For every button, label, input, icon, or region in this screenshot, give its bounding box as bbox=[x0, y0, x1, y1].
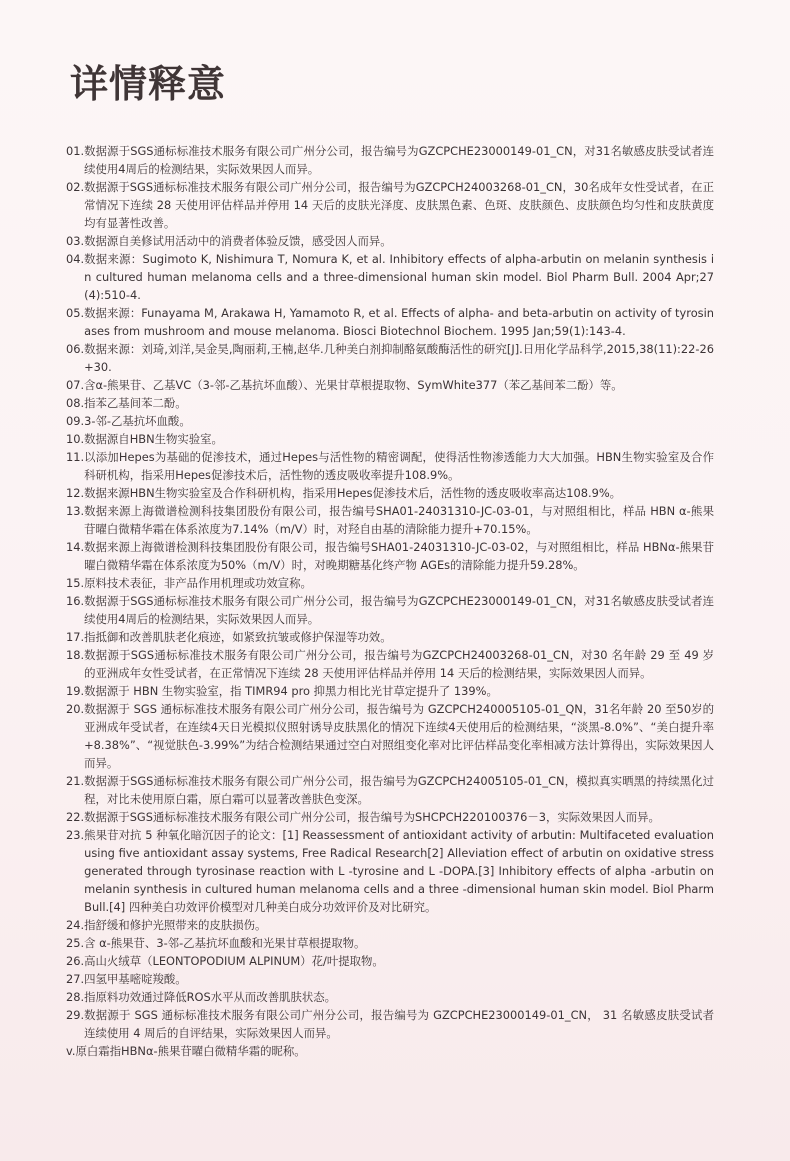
footnote-item bbox=[66, 916, 714, 934]
footnote-text: 指苯乙基间苯二酚。 bbox=[84, 396, 187, 410]
footnote-number: 21. bbox=[66, 774, 85, 788]
footnote-text: 3-邻-乙基抗坏血酸。 bbox=[84, 414, 191, 428]
footnote-text: 数据来源：Sugimoto K, Nishimura T, Nomura K, et al. Inhibitory effects of alpha-arbutin on melanin synthesis in cultured human melanoma cells and a three-dimensional human skin model. Biol Pharm Bull. 2004 Apr;27(4):510-4. bbox=[84, 252, 714, 302]
footnote-item bbox=[66, 970, 714, 988]
footnote-text: 高山火绒草（LEONTOPODIUM ALPINUM）花/叶提取物。 bbox=[84, 954, 384, 968]
footnote-text: 数据源于SGS通标标准技术服务有限公司广州分公司，报告编号为SHCPCH220100376－3，实际效果因人而异。 bbox=[84, 810, 660, 824]
footnote-number: 19. bbox=[66, 684, 85, 698]
footnote-number: v. bbox=[66, 1044, 76, 1058]
footnote-item bbox=[66, 376, 714, 394]
footnote-text: 指原料功效通过降低ROS水平从而改善肌肤状态。 bbox=[84, 990, 337, 1004]
footnote-item bbox=[66, 1042, 714, 1060]
footnote-item bbox=[66, 502, 714, 538]
footnote-item bbox=[66, 538, 714, 574]
footnote-text: 数据来源上海微谱检测科技集团股份有限公司，报告编号SHA01-24031310-JC-03-01，与对照组相比，样品 HBN α-熊果苷曜白微精华霜在体系浓度为7.14%（m/V）时，对羟自由基的清除能力提升+70.15%。 bbox=[84, 504, 714, 536]
footnote-number: 16. bbox=[66, 594, 85, 608]
footnote-item bbox=[66, 700, 714, 772]
footnote-text: 数据源于SGS通标标准技术服务有限公司广州分公司，报告编号为GZCPCH24005105-01_CN，模拟真实晒黑的持续黑化过程，对比未使用原白霜，原白霜可以显著改善肤色变深。 bbox=[84, 774, 714, 806]
footnote-number: 02. bbox=[66, 180, 85, 194]
footnote-text: 数据来源上海微谱检测科技集团股份有限公司，报告编号SHA01-24031310-JC-03-02，与对照组相比，样品 HBNα-熊果苷曜白微精华霜在体系浓度为50%（m/V）时，对晚期糖基化终产物 AGEs的清除能力提升59.28%。 bbox=[84, 540, 714, 572]
footnote-text: 数据源于SGS通标标准技术服务有限公司广州分公司，报告编号为GZCPCH24003268-01_CN，对30 名年龄 29 至 49 岁的亚洲成年女性受试者，在正常情况下连续 28 天使用评估样品并停用 14 天后的检测结果，实际效果因人而异。 bbox=[84, 648, 714, 680]
footnote-number: 24. bbox=[66, 918, 85, 932]
footnote-number: 27. bbox=[66, 972, 85, 986]
footnote-text: 含α-熊果苷、乙基VC（3-邻-乙基抗坏血酸）、光果甘草根提取物、SymWhite377（苯乙基间苯二酚）等。 bbox=[84, 378, 623, 392]
footnote-item bbox=[66, 988, 714, 1006]
footnote-text: 数据源于 HBN 生物实验室，指 TIMR94 pro 抑黑力相比光甘草定提升了 139%。 bbox=[84, 684, 498, 698]
footnote-list bbox=[66, 142, 714, 1060]
footnote-item bbox=[66, 808, 714, 826]
footnote-number: 10. bbox=[66, 432, 85, 446]
footnote-number: 11. bbox=[66, 450, 85, 464]
footnote-item bbox=[66, 340, 714, 376]
footnote-item bbox=[66, 484, 714, 502]
footnote-number: 08. bbox=[66, 396, 85, 410]
footnote-text: 数据源于SGS通标标准技术服务有限公司广州分公司，报告编号为GZCPCH24003268-01_CN，30名成年女性受试者，在正常情况下连续 28 天使用评估样品并停用 14 天后的皮肤光泽度、皮肤黑色素、色斑、皮肤颜色、皮肤颜色均匀性和皮肤黄度均有显著性改善。 bbox=[84, 180, 714, 230]
footnote-item bbox=[66, 934, 714, 952]
footnote-number: 05. bbox=[66, 306, 85, 320]
footnote-item bbox=[66, 772, 714, 808]
footnote-text: 数据来源：Funayama M, Arakawa H, Yamamoto R, et al. Effects of alpha- and beta-arbutin on activity of tyrosinases from mushroom and mouse melanoma. Biosci Biotechnol Biochem. 1995 Jan;59(1):143-4. bbox=[84, 306, 714, 338]
footnote-item bbox=[66, 826, 714, 916]
footnote-text: 指舒缓和修护光照带来的皮肤损伤。 bbox=[84, 918, 267, 932]
footnote-text: 指抵御和改善肌肤老化痕迹，如紧致抗皱或修护保湿等功效。 bbox=[84, 630, 392, 644]
footnote-item bbox=[66, 1006, 714, 1042]
footnote-number: 20. bbox=[66, 702, 85, 716]
footnote-number: 07. bbox=[66, 378, 85, 392]
footnote-text: 四氢甲基嘧啶羧酸。 bbox=[84, 972, 187, 986]
footnote-number: 12. bbox=[66, 486, 85, 500]
footnote-text: 数据源自美修试用活动中的消费者体验反馈，感受因人而异。 bbox=[84, 234, 392, 248]
footnote-item bbox=[66, 232, 714, 250]
footnote-item bbox=[66, 574, 714, 592]
footnote-text: 数据源于SGS通标标准技术服务有限公司广州分公司，报告编号为GZCPCHE23000149-01_CN，对31名敏感皮肤受试者连续使用4周后的检测结果，实际效果因人而异。 bbox=[84, 594, 714, 626]
footnote-number: 13. bbox=[66, 504, 85, 518]
footnote-number: 28. bbox=[66, 990, 85, 1004]
footnote-text: 数据源于 SGS 通标标准技术服务有限公司广州分公司，报告编号为 GZCPCHE23000149-01_CN， 31 名敏感皮肤受试者连续使用 4 周后的自评结果，实际效果因人而异。 bbox=[84, 1008, 714, 1040]
footnote-text: 原白霜指HBNα-熊果苷曜白微精华霜的昵称。 bbox=[75, 1044, 306, 1058]
footnote-text: 数据源自HBN生物实验室。 bbox=[84, 432, 223, 446]
footnote-number: 03. bbox=[66, 234, 85, 248]
footnote-item bbox=[66, 628, 714, 646]
footnote-item bbox=[66, 142, 714, 178]
footnote-item bbox=[66, 682, 714, 700]
footnote-number: 25. bbox=[66, 936, 85, 950]
footnote-item bbox=[66, 394, 714, 412]
footnote-number: 17. bbox=[66, 630, 85, 644]
footnote-text: 数据源于SGS通标标准技术服务有限公司广州分公司，报告编号为GZCPCHE23000149-01_CN，对31名敏感皮肤受试者连续使用4周后的检测结果，实际效果因人而异。 bbox=[84, 144, 714, 176]
footnote-number: 22. bbox=[66, 810, 85, 824]
footnote-text: 数据源于 SGS 通标标准技术服务有限公司广州分公司，报告编号为 GZCPCH240005105-01_QN，31名年龄 20 至50岁的亚洲成年受试者，在连续4天日光模拟仪照射诱导皮肤黑化的情况下连续4天使用后的检测结果，“淡黑-8.0%”、“美白提升率+8.38%”、“视觉肤色-3.99%”为结合检测结果通过空白对照组变化率对比评估样品变化率相减方法计算得出，实际效果因人而异。 bbox=[84, 702, 714, 770]
footnote-item bbox=[66, 178, 714, 232]
footnote-number: 15. bbox=[66, 576, 85, 590]
footnote-item bbox=[66, 952, 714, 970]
footnote-text: 原料技术表征，非产品作用机理或功效宣称。 bbox=[84, 576, 312, 590]
footnote-item bbox=[66, 412, 714, 430]
footnote-item bbox=[66, 592, 714, 628]
footnote-number: 18. bbox=[66, 648, 85, 662]
footnote-text: 熊果苷对抗 5 种氧化暗沉因子的论文：[1] Reassessment of antioxidant activity of arbutin: Multifaceted evaluation using five antioxidant assay systems, Free Radical Research[2] Alleviation effect of arbutin on oxidative stress generated through tyrosinase reaction with L -tyrosine and L -DOPA.[3] Inhibitory effects of alpha -arbutin on melanin synthesis in cultured human melanoma cells and a three -dimensional human skin model. Biol Pharm Bull.[4] 四种美白功效评价模型对几种美白成分功效评价及对比研究。 bbox=[84, 828, 714, 914]
footnote-number: 01. bbox=[66, 144, 85, 158]
footnote-item bbox=[66, 448, 714, 484]
footnote-item bbox=[66, 646, 714, 682]
footnote-number: 29. bbox=[66, 1008, 85, 1022]
footnote-item bbox=[66, 304, 714, 340]
footnote-item bbox=[66, 430, 714, 448]
footnote-number: 23. bbox=[66, 828, 85, 842]
footnote-number: 09. bbox=[66, 414, 85, 428]
footnote-number: 26. bbox=[66, 954, 85, 968]
footnote-text: 含 α-熊果苷、3-邻-乙基抗坏血酸和光果甘草根提取物。 bbox=[84, 936, 366, 950]
page-title: 详情释意 bbox=[70, 62, 227, 106]
footnote-text: 以添加Hepes为基础的促渗技术，通过Hepes与活性物的精密调配，使得活性物渗透能力大大加强。HBN生物实验室及合作科研机构，指采用Hepes促渗技术后，活性物的透皮吸收率提升108.9%。 bbox=[84, 450, 714, 482]
footnote-number: 06. bbox=[66, 342, 85, 356]
footnote-number: 14. bbox=[66, 540, 85, 554]
footnote-text: 数据来源HBN生物实验室及合作科研机构，指采用Hepes促渗技术后，活性物的透皮吸收率高达108.9%。 bbox=[84, 486, 622, 500]
footnote-number: 04. bbox=[66, 252, 85, 266]
footnote-item bbox=[66, 250, 714, 304]
footnote-text: 数据来源：刘琦,刘洋,吴金昊,陶丽莉,王楠,赵华.几种美白剂抑制酪氨酸酶活性的研究[J].日用化学品科学,2015,38(11):22-26+30. bbox=[84, 342, 714, 374]
